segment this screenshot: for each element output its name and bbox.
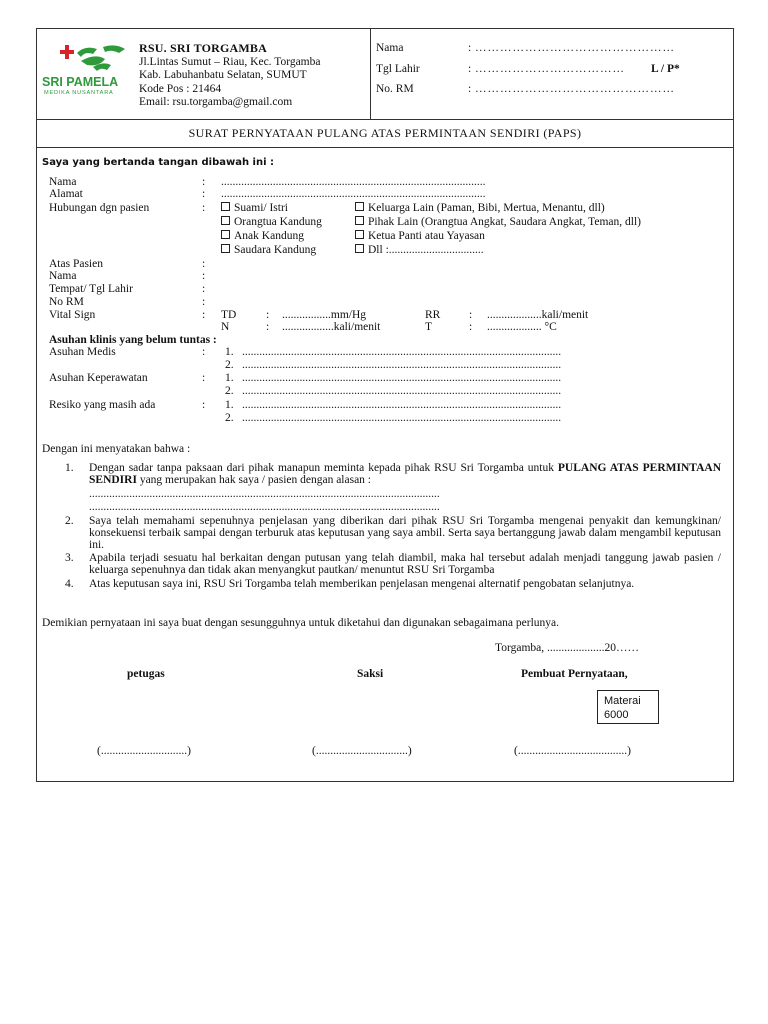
signer-pembuat: Pembuat Pernyataan, xyxy=(521,668,628,680)
closing-text: Demikian pernyataan ini saya buat dengan sesungguhnya untuk diketahui dan digunakan sebagaimana perlunya. xyxy=(42,617,560,629)
identity-rm-field[interactable]: ………………………………………… xyxy=(475,83,675,95)
t-label: T xyxy=(425,321,433,333)
statement-lead: Dengan ini menyatakan bahwa : xyxy=(42,443,191,455)
resiko-field-2[interactable]: ............................................................................................................... xyxy=(242,412,562,424)
td-field[interactable]: .................mm/Hg xyxy=(282,309,367,321)
option-label: Anak Kandung xyxy=(234,230,304,242)
label-atas-pasien: Atas Pasien xyxy=(49,258,103,270)
option-label: Orangtua Kandung xyxy=(234,216,322,228)
signature-saksi[interactable]: (................................) xyxy=(312,745,412,757)
item-number: 1. xyxy=(225,346,234,358)
statement-item-1 xyxy=(89,462,721,486)
label-vital-sign: Vital Sign xyxy=(49,309,96,321)
identity-nama-label: Nama xyxy=(376,42,404,54)
item-number: 2. xyxy=(225,359,234,371)
n-label: N xyxy=(221,321,230,333)
checkbox-icon[interactable] xyxy=(355,230,364,239)
option-label: Suami/ Istri xyxy=(234,202,288,214)
statement-1-text-a: Dengan sadar tanpa paksaan dari pihak manapun meminta kepada pihak RSU Sri Torgamba untuk xyxy=(89,462,554,474)
colon: : xyxy=(469,309,473,321)
colon: : xyxy=(202,283,206,295)
statement-item-2: Saya telah memahami sepenuhnya penjelasan yang diberikan dari pihak RSU Sri Torgamba mengenai penyakit dan kemungkinan/ konsekuensi terbaik sampai dengan terburuk atas keputusan yang saya ambil. Serta saya bertanggung jawab dalam mengambil keputusan ini. xyxy=(89,515,721,551)
label-resiko: Resiko yang masih ada xyxy=(49,399,156,411)
form-title: SURAT PERNYATAAN PULANG ATAS PERMINTAAN SENDIRI (PAPS) xyxy=(188,126,582,140)
alamat-field[interactable]: ............................................................................................ xyxy=(221,188,486,200)
materai-label: Materai xyxy=(604,695,641,707)
rr-label: RR xyxy=(425,309,441,321)
option-label: Pihak Lain (Orangtua Angkat, Saudara Angkat, Teman, dll) xyxy=(368,216,642,228)
colon: : xyxy=(202,188,206,200)
label-asuhan-medis: Asuhan Medis xyxy=(49,346,116,358)
list-number: 1. xyxy=(65,462,74,474)
item-number: 2. xyxy=(225,385,234,397)
hospital-info xyxy=(139,42,320,110)
label-nama: Nama xyxy=(49,176,77,188)
materai-value: 6000 xyxy=(604,709,629,721)
option-label: Ketua Panti atau Yayasan xyxy=(368,230,485,242)
signature-petugas[interactable]: (..............................) xyxy=(97,745,191,757)
rr-field[interactable]: ...................kali/menit xyxy=(487,309,589,321)
identity-colon: : xyxy=(468,83,472,95)
place-date[interactable]: Torgamba, ....................20…… xyxy=(495,642,639,654)
n-field[interactable]: ..................kali/menit xyxy=(282,321,381,333)
colon: : xyxy=(202,346,206,358)
paps-form xyxy=(36,28,734,782)
checkbox-icon[interactable] xyxy=(355,244,364,253)
identity-nama-field[interactable]: ………………………………………… xyxy=(475,42,675,54)
option-label: Dll :................................. xyxy=(368,244,484,256)
option-pihak-lain[interactable] xyxy=(355,216,641,228)
item-number: 1. xyxy=(225,399,234,411)
list-number: 3. xyxy=(65,552,74,564)
colon: : xyxy=(469,321,473,333)
hospital-logo xyxy=(41,41,133,95)
option-suami-istri[interactable] xyxy=(221,202,288,214)
title-divider xyxy=(37,147,733,148)
asuhan-keperawatan-field-1[interactable]: ............................................................................................................... xyxy=(242,372,562,384)
asuhan-medis-field-2[interactable]: ............................................................................................................... xyxy=(242,359,562,371)
identity-tgl-field[interactable]: ……………………………… xyxy=(475,63,625,75)
identity-rm-label: No. RM xyxy=(376,83,414,95)
form-header xyxy=(37,29,733,120)
signer-petugas: petugas xyxy=(127,668,165,680)
checkbox-icon[interactable] xyxy=(355,216,364,225)
option-label: Keluarga Lain (Paman, Bibi, Mertua, Menantu, dll) xyxy=(368,202,605,214)
label-alamat: Alamat xyxy=(49,188,83,200)
colon: : xyxy=(202,296,206,308)
identity-colon: : xyxy=(468,42,472,54)
option-orangtua-kandung[interactable] xyxy=(221,216,322,228)
td-label: TD xyxy=(221,309,237,321)
asuhan-title: Asuhan klinis yang belum tuntas : xyxy=(49,334,217,346)
label-ttl: Tempat/ Tgl Lahir xyxy=(49,283,133,295)
asuhan-medis-field-1[interactable]: ............................................................................................................... xyxy=(242,346,562,358)
statement-1-paps: PULANG ATAS PERMINTAAN SENDIRI xyxy=(89,462,721,486)
identity-gender[interactable]: L / P* xyxy=(651,63,680,75)
alasan-field-2[interactable]: .......................................................................................................................... xyxy=(89,501,440,513)
identity-tgl-label: Tgl Lahir xyxy=(376,63,420,75)
colon: : xyxy=(202,270,206,282)
nama-field[interactable]: ............................................................................................ xyxy=(221,176,486,188)
logo-text: SRI PAMELA xyxy=(42,75,119,89)
option-anak-kandung[interactable] xyxy=(221,230,304,242)
item-number: 2. xyxy=(225,412,234,424)
hospital-postal: Kode Pos : 21464 xyxy=(139,82,222,95)
option-label: Saudara Kandung xyxy=(234,244,317,256)
hospital-email: Email: rsu.torgamba@gmail.com xyxy=(139,96,293,109)
t-field[interactable]: ................... °C xyxy=(487,321,557,333)
hospital-name: RSU. SRI TORGAMBA xyxy=(139,41,267,55)
colon: : xyxy=(202,258,206,270)
checkbox-icon[interactable] xyxy=(221,216,230,225)
colon: : xyxy=(202,176,206,188)
asuhan-keperawatan-field-2[interactable]: ............................................................................................................... xyxy=(242,385,562,397)
statement-item-4: Atas keputusan saya ini, RSU Sri Torgamba telah memberikan penjelasan mengenai alternatif pengobatan selanjutnya. xyxy=(89,578,635,590)
option-dll[interactable] xyxy=(355,244,484,256)
checkbox-icon[interactable] xyxy=(221,244,230,253)
item-number: 1. xyxy=(225,372,234,384)
colon: : xyxy=(202,399,206,411)
signature-pembuat[interactable]: (......................................) xyxy=(514,745,631,757)
colon: : xyxy=(266,309,270,321)
checkbox-icon[interactable] xyxy=(221,202,230,211)
checkbox-icon[interactable] xyxy=(221,230,230,239)
colon: : xyxy=(266,321,270,333)
identity-colon: : xyxy=(468,63,472,75)
label-nama-pasien: Nama xyxy=(49,270,77,282)
header-divider xyxy=(370,29,371,119)
label-no-rm: No RM xyxy=(49,296,84,308)
intro-text: Saya yang bertanda tangan dibawah ini : xyxy=(42,157,275,168)
hospital-address-1: Jl.Lintas Sumut – Riau, Kec. Torgamba xyxy=(139,55,321,68)
option-keluarga-lain[interactable] xyxy=(355,202,605,214)
alasan-field-1[interactable]: .......................................................................................................................... xyxy=(89,488,440,500)
materai-stamp-box xyxy=(597,690,659,724)
label-asuhan-keperawatan: Asuhan Keperawatan xyxy=(49,372,148,384)
list-number: 2. xyxy=(65,515,74,527)
statement-1-text-c: yang merupakan hak saya / pasien dengan alasan : xyxy=(139,474,372,486)
colon: : xyxy=(202,372,206,384)
option-saudara-kandung[interactable] xyxy=(221,244,316,256)
list-number: 4. xyxy=(65,578,74,590)
hospital-address-2: Kab. Labuhanbatu Selatan, SUMUT xyxy=(139,69,307,82)
statement-item-3: Apabila terjadi sesuatu hal berkaitan dengan putusan yang telah diambil, maka hal tersebut adalah menjadi tanggung jawab pasien / keluarga sepenuhnya dan tidak akan menyangkut pautkan/ menuntut RSU Sri Torgamba xyxy=(89,552,721,576)
checkbox-icon[interactable] xyxy=(355,202,364,211)
colon: : xyxy=(202,309,206,321)
signer-saksi: Saksi xyxy=(357,668,384,680)
colon: : xyxy=(202,202,206,214)
logo-subtext: MEDIKA NUSANTARA xyxy=(44,90,114,95)
resiko-field-1[interactable]: ............................................................................................................... xyxy=(242,399,562,411)
label-hubungan: Hubungan dgn pasien xyxy=(49,202,150,214)
option-ketua-panti[interactable] xyxy=(355,230,485,242)
